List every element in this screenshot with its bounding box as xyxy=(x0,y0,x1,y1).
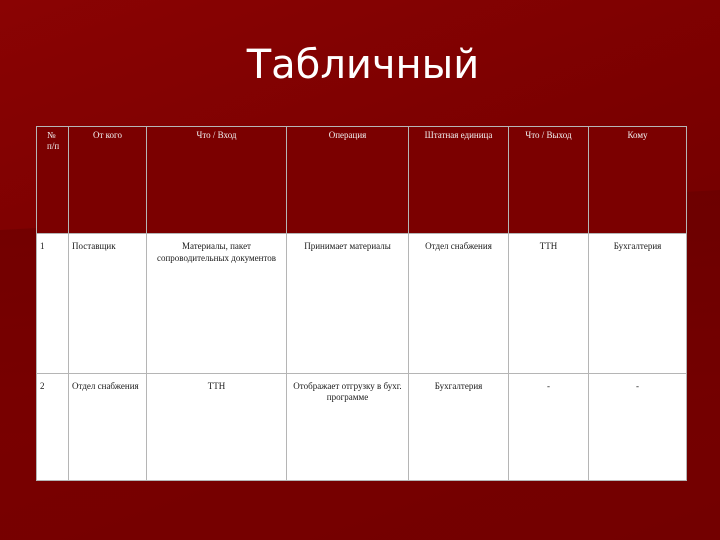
header-cell-output: Что / Выход xyxy=(509,127,589,234)
table-cell: Бухгалтерия xyxy=(589,234,687,373)
slide-title: Табличный xyxy=(246,42,480,88)
table-cell: 1 xyxy=(37,234,69,373)
table-cell: ТТН xyxy=(147,373,287,480)
table-header-row xyxy=(37,127,687,234)
table-cell: Материалы, пакет сопроводительных документов xyxy=(147,234,287,373)
table-cell: - xyxy=(509,373,589,480)
process-table xyxy=(36,126,687,481)
table-row xyxy=(37,373,687,480)
table-cell: Принимает материалы xyxy=(287,234,409,373)
table-cell: Бухгалтерия xyxy=(409,373,509,480)
header-cell-to: Кому xyxy=(589,127,687,234)
table-cell: ТТН xyxy=(509,234,589,373)
header-cell-operation: Операция xyxy=(287,127,409,234)
table-cell: Отдел снабжения xyxy=(409,234,509,373)
header-cell-input: Что / Вход xyxy=(147,127,287,234)
header-cell-staff-unit: Штатная единица xyxy=(409,127,509,234)
table-cell: 2 xyxy=(37,373,69,480)
header-cell-number: № п/п xyxy=(37,127,69,234)
table-cell: Отдел снабжения xyxy=(69,373,147,480)
table-cell: - xyxy=(589,373,687,480)
table-cell: Поставщик xyxy=(69,234,147,373)
table-cell: Отображает отгрузку в бухг. программе xyxy=(287,373,409,480)
table-row xyxy=(37,234,687,373)
header-cell-from: От кого xyxy=(69,127,147,234)
